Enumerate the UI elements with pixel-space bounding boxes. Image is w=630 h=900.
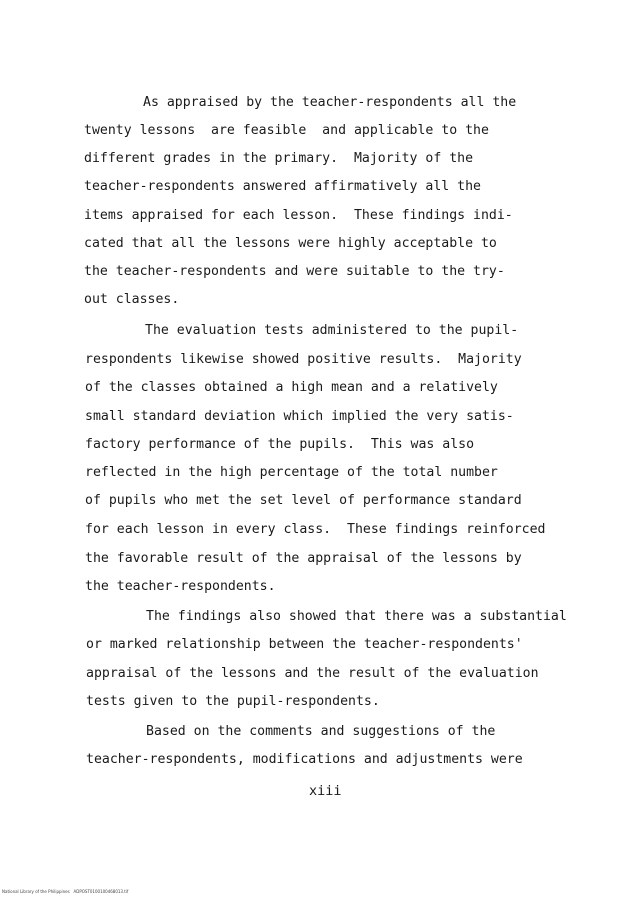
- text-line-9: The evaluation tests administered to the pupil-: [145, 323, 519, 338]
- text-line-7: the teacher-respondents and were suitable to the try-: [84, 264, 505, 279]
- text-line-6: cated that all the lessons were highly acceptable to: [84, 236, 497, 251]
- text-line-21: appraisal of the lessons and the result of the evaluation: [86, 666, 539, 681]
- text-line-16: for each lesson in every class. These findings reinforced: [85, 522, 546, 537]
- text-line-8: out classes.: [84, 292, 180, 307]
- text-line-24: teacher-respondents, modifications and adjustments were: [86, 752, 523, 767]
- text-line-2: twenty lessons are feasible and applicable to the: [84, 123, 489, 138]
- text-line-13: factory performance of the pupils. This was also: [85, 437, 475, 452]
- text-line-4: teacher-respondents answered affirmatively all the: [84, 179, 481, 194]
- text-line-17: the favorable result of the appraisal of the lessons by: [85, 551, 522, 566]
- page-number: xiii: [309, 783, 342, 799]
- text-line-10: respondents likewise showed positive results. Majority: [85, 352, 522, 367]
- text-line-14: reflected in the high percentage of the total number: [85, 465, 498, 480]
- text-line-3: different grades in the primary. Majority of the: [84, 151, 474, 166]
- text-line-19: The findings also showed that there was a substantial: [146, 609, 567, 624]
- text-line-18: the teacher-respondents.: [85, 579, 276, 594]
- text-line-22: tests given to the pupil-respondents.: [86, 694, 380, 709]
- text-line-5: items appraised for each lesson. These findings indi-: [84, 208, 513, 223]
- text-line-23: Based on the comments and suggestions of the: [146, 724, 496, 739]
- scan-footer: National Library of the Philippines ADPOST0100100468013.tif: [2, 889, 129, 894]
- text-line-1: As appraised by the teacher-respondents all the: [143, 95, 517, 110]
- text-line-15: of pupils who met the set level of performance standard: [85, 493, 522, 508]
- text-line-20: or marked relationship between the teacher-respondents': [86, 637, 523, 652]
- text-line-12: small standard deviation which implied the very satis-: [85, 409, 514, 424]
- text-line-11: of the classes obtained a high mean and a relatively: [85, 380, 498, 395]
